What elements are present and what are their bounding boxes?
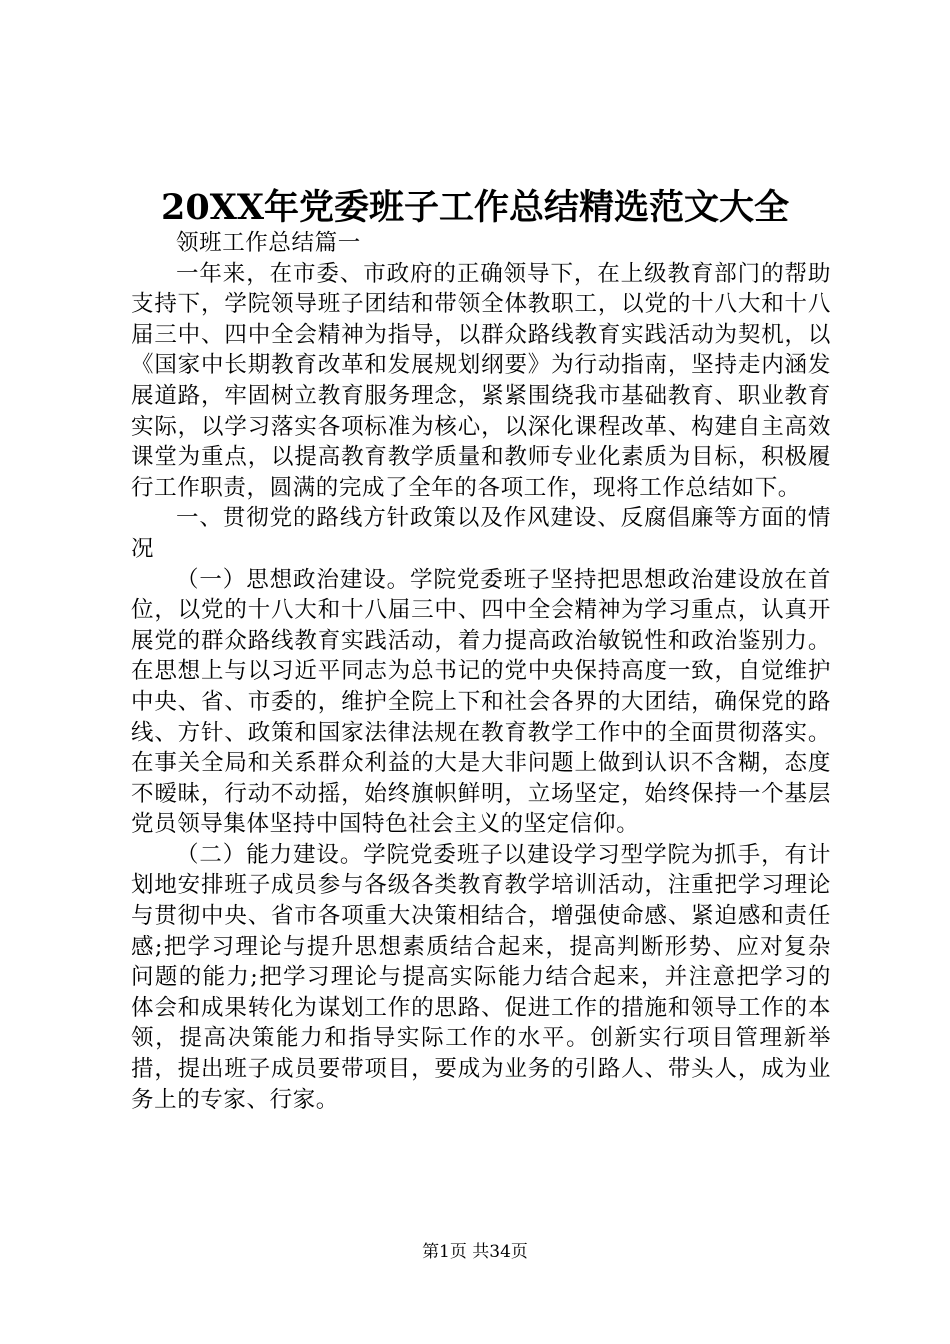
document-body	[131, 228, 831, 1115]
page-footer: 第1页 共34页	[422, 1242, 528, 1262]
body-paragraph: 一年来，在市委、市政府的正确领导下，在上级教育部门的帮助支持下，学院领导班子团结和带领全体教职工，以党的十八大和十八届三中、四中全会精神为指导，以群众路线教育实践活动为契机，以《国家中长期教育改革和发展规划纲要》为行动指南，坚持走内涵发展道路，牢固树立教育服务理念，紧紧围绕我市基础教育、职业教育实际，以学习落实各项标准为核心，以深化课程改革、构建自主高效课堂为重点，以提高教育教学质量和教师专业化素质为目标，积极履行工作职责，圆满的完成了全年的各项工作，现将工作总结如下。	[131, 260, 831, 501]
body-paragraph: （一）思想政治建设。学院党委班子坚持把思想政治建设放在首位，以党的十八大和十八届三中、四中全会精神为学习重点，认真开展党的群众路线教育实践活动，着力提高政治敏锐性和政治鉴别力。在思想上与以习近平同志为总书记的党中央保持高度一致，自觉维护中央、省、市委的，维护全院上下和社会各界的大团结，确保党的路线、方针、政策和国家法律法规在教育教学工作中的全面贯彻落实。在事关全局和关系群众利益的大是大非问题上做到认识不含糊，态度不暧昧，行动不动摇，始终旗帜鲜明，立场坚定，始终保持一个基层党员领导集体坚持中国特色社会主义的坚定信仰。	[131, 566, 831, 838]
document-title: 20XX年党委班子工作总结精选范文大全	[160, 187, 790, 228]
section-heading: 领班工作总结篇一	[176, 230, 361, 256]
section-heading: 一、贯彻党的路线方针政策以及作风建设、反腐倡廉等方面的情况	[131, 505, 831, 562]
body-paragraph: （二）能力建设。学院党委班子以建设学习型学院为抓手，有计划地安排班子成员参与各级各类教育教学培训活动，注重把学习理论与贯彻中央、省市各项重大决策相结合，增强使命感、紧迫感和责任感;把学习理论与提升思想素质结合起来，提高判断形势、应对复杂问题的能力;把学习理论与提高实际能力结合起来，并注意把学习的体会和成果转化为谋划工作的思路、促进工作的措施和领导工作的本领，提高决策能力和指导实际工作的水平。创新实行项目管理新举措，提出班子成员要带项目，要成为业务的引路人、带头人，成为业务上的专家、行家。	[131, 841, 831, 1113]
